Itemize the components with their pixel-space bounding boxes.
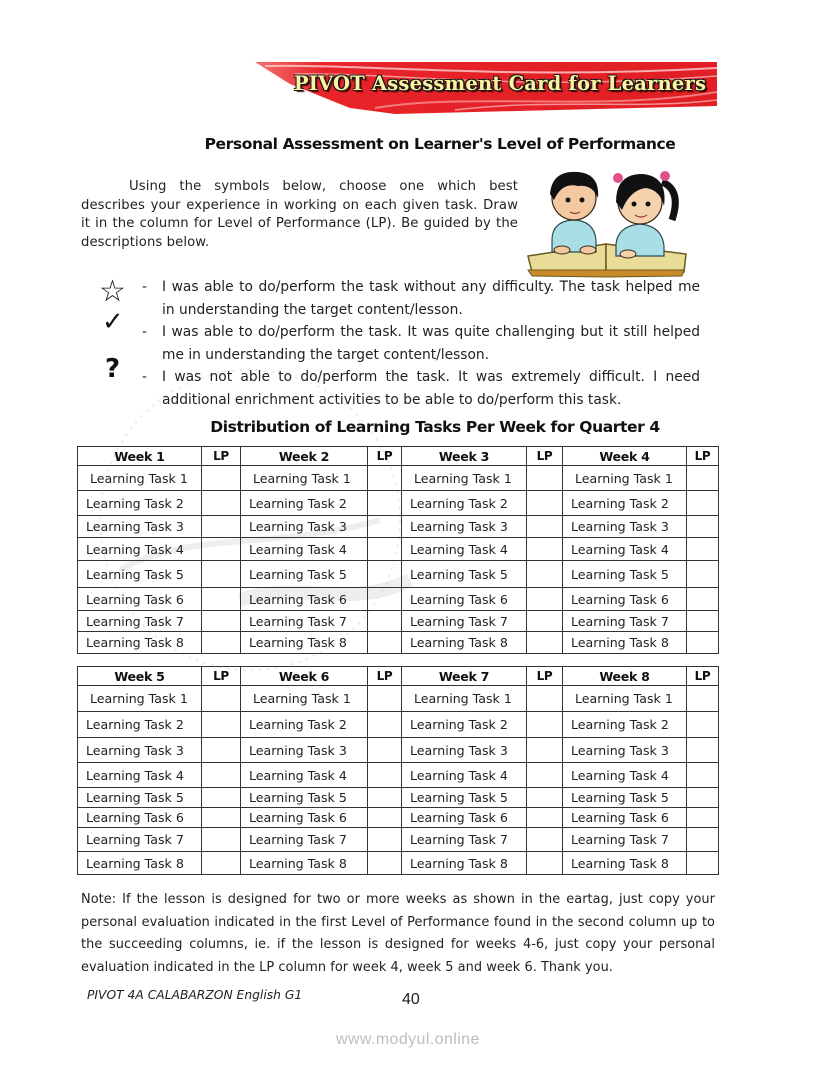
week-header: Week 1 [78, 447, 202, 466]
legend-dash: - [142, 369, 147, 385]
lp-cell[interactable] [687, 611, 719, 632]
week-header: Week 8 [563, 667, 687, 686]
lp-cell[interactable] [687, 738, 719, 763]
task-cell: Learning Task 2 [78, 491, 202, 516]
lp-cell[interactable] [687, 808, 719, 828]
table-row [78, 712, 719, 738]
task-cell: Learning Task 7 [563, 611, 687, 632]
lp-cell[interactable] [368, 763, 402, 788]
task-cell: Learning Task 4 [563, 538, 687, 561]
legend-description: I was not able to do/perform the task. It was extremely difficult. I need additional enrichment activities to be able to do/perform this task. [162, 369, 700, 408]
page-heading: Personal Assessment on Learner's Level of Performance [204, 135, 676, 153]
task-cell: Learning Task 4 [241, 763, 368, 788]
lp-cell[interactable] [368, 466, 402, 491]
legend-dash: - [142, 324, 147, 340]
week-header: Week 2 [241, 447, 368, 466]
lp-cell[interactable] [368, 491, 402, 516]
table-row [78, 516, 719, 538]
week-header: Week 4 [563, 447, 687, 466]
lp-cell[interactable] [687, 516, 719, 538]
task-cell: Learning Task 4 [241, 538, 368, 561]
task-cell: Learning Task 5 [563, 561, 687, 588]
legend-item-star [142, 276, 700, 321]
task-cell: Learning Task 4 [402, 763, 527, 788]
week-header: Week 6 [241, 667, 368, 686]
task-cell: Learning Task 1 [78, 466, 202, 491]
lp-cell[interactable] [687, 712, 719, 738]
table-row [78, 538, 719, 561]
lp-cell[interactable] [368, 738, 402, 763]
lp-cell[interactable] [527, 561, 563, 588]
lp-cell[interactable] [687, 538, 719, 561]
intro-text: Using the symbols below, choose one which best describes your experience in working on each given task. Draw it in the column for Level of Performance (LP). Be guided by the descriptions below. [81, 179, 518, 250]
lp-cell[interactable] [202, 588, 241, 611]
table-row [78, 561, 719, 588]
task-cell: Learning Task 6 [402, 808, 527, 828]
task-cell: Learning Task 6 [241, 588, 368, 611]
lp-cell[interactable] [687, 588, 719, 611]
task-cell: Learning Task 3 [241, 516, 368, 538]
lp-cell[interactable] [368, 516, 402, 538]
lp-cell[interactable] [527, 686, 563, 712]
task-cell: Learning Task 1 [402, 686, 527, 712]
legend-item-check [142, 321, 700, 366]
table-row [78, 788, 719, 808]
lp-cell[interactable] [368, 808, 402, 828]
week-header: Week 3 [402, 447, 527, 466]
task-cell: Learning Task 6 [78, 808, 202, 828]
children-reading-illustration [522, 160, 692, 280]
lp-cell[interactable] [687, 491, 719, 516]
lp-cell[interactable] [687, 828, 719, 852]
table-row [78, 611, 719, 632]
lp-cell[interactable] [368, 561, 402, 588]
task-cell: Learning Task 8 [78, 852, 202, 875]
table-row [78, 808, 719, 828]
lp-cell[interactable] [687, 788, 719, 808]
task-cell: Learning Task 3 [402, 516, 527, 538]
task-cell: Learning Task 7 [78, 611, 202, 632]
lp-cell[interactable] [202, 632, 241, 654]
task-cell: Learning Task 7 [402, 828, 527, 852]
lp-cell[interactable] [527, 491, 563, 516]
table-row [78, 466, 719, 491]
task-cell: Learning Task 5 [241, 788, 368, 808]
lp-cell[interactable] [527, 516, 563, 538]
task-cell: Learning Task 8 [563, 852, 687, 875]
task-cell: Learning Task 7 [78, 828, 202, 852]
legend-dash: - [142, 279, 147, 295]
lp-cell[interactable] [527, 632, 563, 654]
task-cell: Learning Task 5 [402, 788, 527, 808]
lp-cell[interactable] [202, 828, 241, 852]
task-cell: Learning Task 5 [78, 788, 202, 808]
task-cell: Learning Task 1 [563, 466, 687, 491]
lp-cell[interactable] [527, 738, 563, 763]
lp-cell[interactable] [687, 686, 719, 712]
lp-cell[interactable] [368, 828, 402, 852]
table-header-row [78, 667, 719, 686]
lp-cell[interactable] [202, 738, 241, 763]
task-cell: Learning Task 5 [563, 788, 687, 808]
task-cell: Learning Task 8 [402, 632, 527, 654]
distribution-heading: Distribution of Learning Tasks Per Week for Quarter 4 [210, 418, 660, 436]
task-cell: Learning Task 3 [78, 738, 202, 763]
lp-cell[interactable] [527, 712, 563, 738]
legend-item-question [142, 366, 700, 411]
intro-paragraph [81, 178, 518, 252]
lp-cell[interactable] [202, 491, 241, 516]
lp-cell[interactable] [202, 466, 241, 491]
lp-cell[interactable] [527, 828, 563, 852]
task-cell: Learning Task 5 [402, 561, 527, 588]
lp-header: LP [687, 667, 719, 686]
task-cell: Learning Task 4 [78, 538, 202, 561]
table-row [78, 852, 719, 875]
site-watermark: www.modyul.online [336, 1031, 480, 1048]
task-cell: Learning Task 8 [78, 632, 202, 654]
week-header: Week 5 [78, 667, 202, 686]
lp-cell[interactable] [368, 611, 402, 632]
task-cell: Learning Task 6 [563, 588, 687, 611]
star-icon: ☆ [99, 274, 126, 309]
task-cell: Learning Task 3 [78, 516, 202, 538]
lp-cell[interactable] [202, 611, 241, 632]
note-paragraph: Note: If the lesson is designed for two or more weeks as shown in the eartag, just copy your personal evaluation indicated in the first Level of Performance found in the second column up to the succeeding columns, ie. if the lesson is designed for weeks 4-6, just copy your personal evaluation indicated in the LP column for week 4, week 5 and week 6. Thank you. [81, 892, 715, 975]
banner-title: PIVOT Assessment Card for Learners [293, 72, 707, 95]
lp-cell[interactable] [202, 763, 241, 788]
task-cell: Learning Task 5 [241, 561, 368, 588]
lp-cell[interactable] [202, 808, 241, 828]
lp-cell[interactable] [202, 712, 241, 738]
task-cell: Learning Task 1 [402, 466, 527, 491]
task-cell: Learning Task 1 [78, 686, 202, 712]
table-row [78, 763, 719, 788]
task-cell: Learning Task 3 [563, 516, 687, 538]
table-row [78, 588, 719, 611]
task-cell: Learning Task 7 [563, 828, 687, 852]
task-cell: Learning Task 4 [563, 763, 687, 788]
task-cell: Learning Task 8 [241, 852, 368, 875]
legend-description: I was able to do/perform the task without any difficulty. The task helped me in understanding the target content/lesson. [162, 279, 700, 318]
task-cell: Learning Task 2 [402, 491, 527, 516]
task-cell: Learning Task 1 [241, 466, 368, 491]
table-row [78, 686, 719, 712]
task-cell: Learning Task 3 [563, 738, 687, 763]
lp-header: LP [368, 667, 402, 686]
lp-cell[interactable] [368, 686, 402, 712]
task-cell: Learning Task 8 [241, 632, 368, 654]
task-cell: Learning Task 7 [402, 611, 527, 632]
lp-header: LP [202, 667, 241, 686]
task-cell: Learning Task 2 [402, 712, 527, 738]
lp-cell[interactable] [368, 538, 402, 561]
task-cell: Learning Task 8 [402, 852, 527, 875]
lp-header: LP [687, 447, 719, 466]
lp-cell[interactable] [202, 516, 241, 538]
lp-cell[interactable] [202, 538, 241, 561]
lp-header: LP [368, 447, 402, 466]
task-cell: Learning Task 2 [241, 491, 368, 516]
task-cell: Learning Task 1 [241, 686, 368, 712]
lp-header: LP [527, 447, 563, 466]
lp-cell[interactable] [687, 632, 719, 654]
task-cell: Learning Task 6 [78, 588, 202, 611]
lp-cell[interactable] [527, 788, 563, 808]
task-cell: Learning Task 4 [78, 763, 202, 788]
task-cell: Learning Task 6 [402, 588, 527, 611]
lp-header: LP [202, 447, 241, 466]
check-icon: ✓ [102, 307, 124, 337]
lp-cell[interactable] [527, 611, 563, 632]
week-header: Week 7 [402, 667, 527, 686]
task-cell: Learning Task 2 [563, 491, 687, 516]
lp-cell[interactable] [368, 788, 402, 808]
task-cell: Learning Task 1 [563, 686, 687, 712]
task-cell: Learning Task 2 [78, 712, 202, 738]
lp-cell[interactable] [527, 763, 563, 788]
lp-cell[interactable] [527, 588, 563, 611]
task-cell: Learning Task 6 [563, 808, 687, 828]
task-cell: Learning Task 7 [241, 611, 368, 632]
lp-cell[interactable] [368, 852, 402, 875]
lp-cell[interactable] [202, 686, 241, 712]
task-cell: Learning Task 2 [241, 712, 368, 738]
task-cell: Learning Task 3 [241, 738, 368, 763]
task-cell: Learning Task 7 [241, 828, 368, 852]
legend-description: I was able to do/perform the task. It was quite challenging but it still helped me in understanding the target content/lesson. [162, 324, 700, 363]
task-cell: Learning Task 2 [563, 712, 687, 738]
lp-cell[interactable] [202, 788, 241, 808]
lp-cell[interactable] [527, 538, 563, 561]
task-cell: Learning Task 8 [563, 632, 687, 654]
question-icon: ? [105, 354, 121, 384]
lp-cell[interactable] [368, 588, 402, 611]
task-cell: Learning Task 4 [402, 538, 527, 561]
task-cell: Learning Task 6 [241, 808, 368, 828]
table-row [78, 632, 719, 654]
lp-cell[interactable] [368, 632, 402, 654]
lp-cell[interactable] [687, 561, 719, 588]
lp-cell[interactable] [687, 763, 719, 788]
lp-cell[interactable] [687, 852, 719, 875]
lp-cell[interactable] [527, 852, 563, 875]
lp-header: LP [527, 667, 563, 686]
banner [255, 62, 717, 114]
lp-cell[interactable] [527, 808, 563, 828]
weeks-1-4-table [77, 446, 719, 654]
lp-cell[interactable] [368, 712, 402, 738]
task-cell: Learning Task 5 [78, 561, 202, 588]
table-row [78, 491, 719, 516]
weeks-5-8-table [77, 666, 719, 875]
table-row [78, 738, 719, 763]
lp-cell[interactable] [202, 561, 241, 588]
table-row [78, 828, 719, 852]
lp-cell[interactable] [202, 852, 241, 875]
footer-course-label: PIVOT 4A CALABARZON English G1 [87, 988, 303, 1002]
page-number: 40 [402, 991, 420, 1008]
task-cell: Learning Task 3 [402, 738, 527, 763]
lp-cell[interactable] [527, 466, 563, 491]
table-header-row [78, 447, 719, 466]
lp-cell[interactable] [687, 466, 719, 491]
